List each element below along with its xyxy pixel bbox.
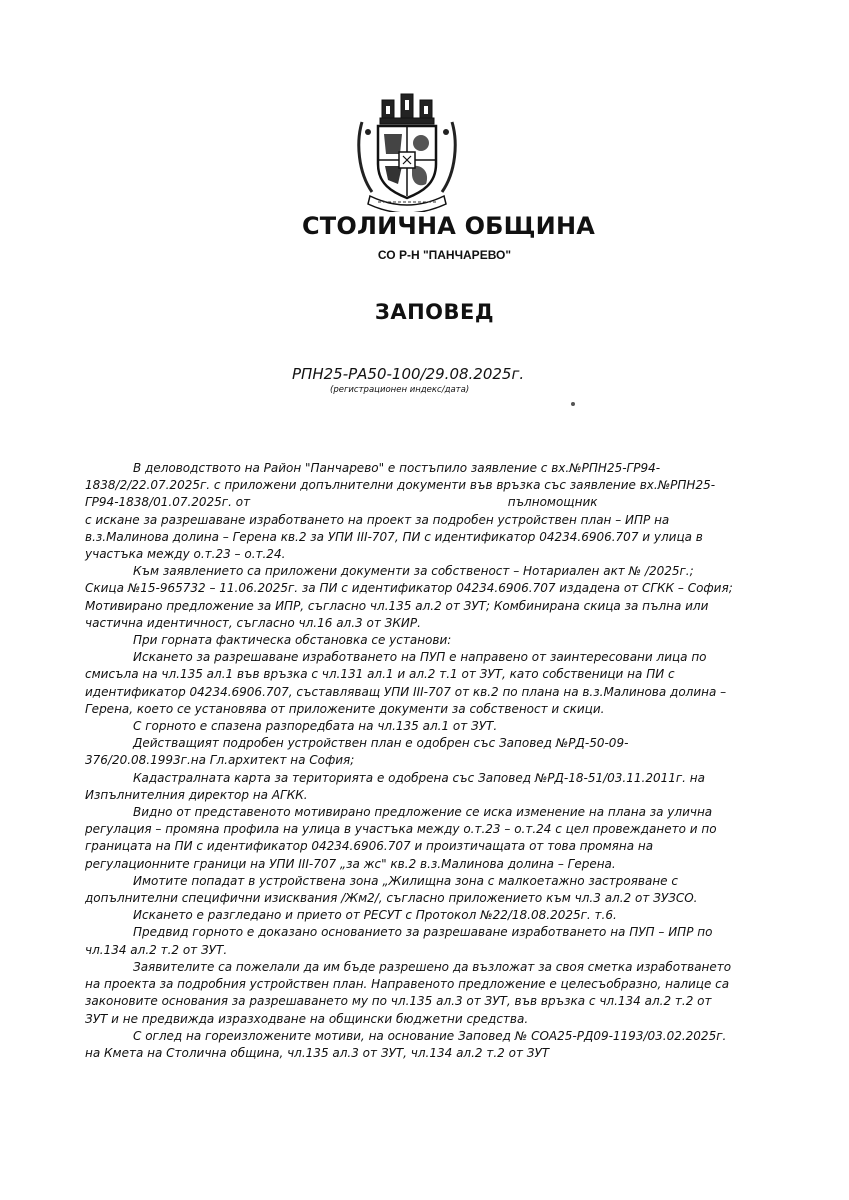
registration-note: (регистрационен индекс/дата) bbox=[330, 385, 470, 395]
paragraph-text: Имотите попадат в устройствена зона „Жилищна зона с малкоетажно застрояване с допълнителни специфични изисквания /Жм2/, съгласно приложението към чл.3 ал.2 от ЗУЗСО. bbox=[85, 873, 698, 906]
paragraph-applicants bbox=[85, 959, 735, 1028]
redacted-name bbox=[254, 496, 504, 508]
paragraph-text: пълномощник bbox=[507, 495, 598, 510]
document-type-title: ЗАПОВЕД bbox=[374, 300, 495, 324]
paragraph-text: Предвид горното е доказано основанието за разрешаване изработването на ПУП – ИПР по чл.134 ал.2 т.2 от ЗУТ. bbox=[85, 925, 713, 957]
district-name: СО Р-Н "ПАНЧАРЕВО" bbox=[377, 248, 512, 262]
paragraph-text: с искане за разрешаване изработването на проект за подробен устройствен план – ИПР на в.з.Малинова долина – Герена кв.2 за УПИ III-707, ПИ с идентификатор 04234.6906.707 и улица в участъка между о.т.23 – о.т.24. bbox=[85, 512, 703, 562]
paragraph-request bbox=[85, 512, 735, 564]
paragraph-grounds bbox=[85, 924, 735, 958]
paragraph-zone bbox=[85, 873, 735, 907]
paragraph-compliance bbox=[85, 718, 735, 735]
registration-number: РПН25-РА50-100/29.08.2025г. bbox=[292, 365, 525, 383]
scan-speck bbox=[571, 402, 575, 406]
paragraph-text: При горната фактическа обстановка се установи: bbox=[133, 633, 452, 648]
paragraph-text: Кадастралната карта за територията е одобрена със Заповед №РД-18-51/03.11.2011г. на Изпълнителния директор на АГКК. bbox=[85, 770, 706, 802]
paragraph-text: Искането е разгледано и прието от РЕСУТ с Протокол №22/18.08.2025г. т.6. bbox=[133, 908, 617, 923]
paragraph-text: В деловодството на Район "Панчарево" е постъпило заявление с вх.№РПН25-ГР94-1838/2/22.07.2025г. с приложени допълнителни документи във връзка със заявление вх.№РПН25-ГР94-1838/01.07.2025г. от bbox=[85, 461, 716, 510]
paragraph-proposal bbox=[85, 804, 735, 873]
paragraph-resut bbox=[85, 907, 735, 924]
paragraph-text: С оглед на гореизложените мотиви, на основание Заповед № СОА25-РД09-1193/03.02.2025г. на Кмета на Столична община, чл.135 ал.3 от ЗУТ, чл.134 ал.2 т.2 от ЗУТ bbox=[85, 1028, 727, 1060]
paragraph-intake bbox=[85, 460, 735, 512]
document-body bbox=[85, 460, 735, 1062]
paragraph-current-plan bbox=[85, 735, 735, 769]
paragraph-text: Заявителите са пожелали да им бъде разрешено да възложат за своя сметка изработването на проекта за подробния устройствен план. Направеното предложение е целесъобразно, налице са законовите основания за разрешаването му по чл.135 ал.3 от ЗУТ, във връзка с чл.134 ал.2 т.2 от ЗУТ и не предвижда изразходване на общински бюджетни средства. bbox=[85, 959, 732, 1026]
coat-of-arms-icon bbox=[352, 92, 462, 212]
paragraph-legal-basis bbox=[85, 1028, 735, 1062]
paragraph-text: Видно от представеното мотивирано предложение се иска изменение на плана за улична регулация – промяна профила на улица в участъка между о.т.23 – о.т.24 с цел провеждането и по границата на ПИ с идентификатор 04234.6906.707 и произтичащата от това промяна на регулационните граници на УПИ III-707 „за жс" кв.2 в.з.Малинова долина – Герена. bbox=[85, 805, 717, 871]
paragraph-text: Действащият подробен устройствен план е одобрен със Заповед №РД-50-09-376/20.08.1993г.на Гл.архитект на София; bbox=[85, 736, 629, 768]
paragraph-findings-intro bbox=[85, 632, 735, 649]
paragraph-cadastral-map bbox=[85, 770, 735, 804]
paragraph-attachments bbox=[85, 563, 735, 632]
paragraph-text: Към заявлението са приложени документи за собственост – Нотариален акт № /2025г.; Скица №15-965732 – 11.06.2025г. за ПИ с идентификатор 04234.6906.707 издадена от СГКК – София; Мотивирано предложение за ИПР, съгласно чл.135 ал.2 от ЗУТ; Комбинирана скица за пълна или частична идентичност, съгласно чл.16 ал.3 от ЗКИР. bbox=[85, 564, 733, 630]
paragraph-text: Искането за разрешаване изработването на ПУП е направено от заинтересовани лица по смисъла на чл.135 ал.1 във връзка с чл.131 ал.1 и ал.2 т.1 от ЗУТ, като собственици на ПИ с идентификатор 04234.6906.707, съставляващ УПИ III-707 от кв.2 по плана на в.з.Малинова долина – Герена, което се установява от приложените документи за собственост и скици. bbox=[85, 650, 727, 716]
paragraph-text: С горното е спазена разпоредбата на чл.135 ал.1 от ЗУТ. bbox=[133, 719, 498, 734]
org-name: СТОЛИЧНА ОБЩИНА bbox=[301, 212, 596, 240]
paragraph-interested-parties bbox=[85, 649, 735, 718]
